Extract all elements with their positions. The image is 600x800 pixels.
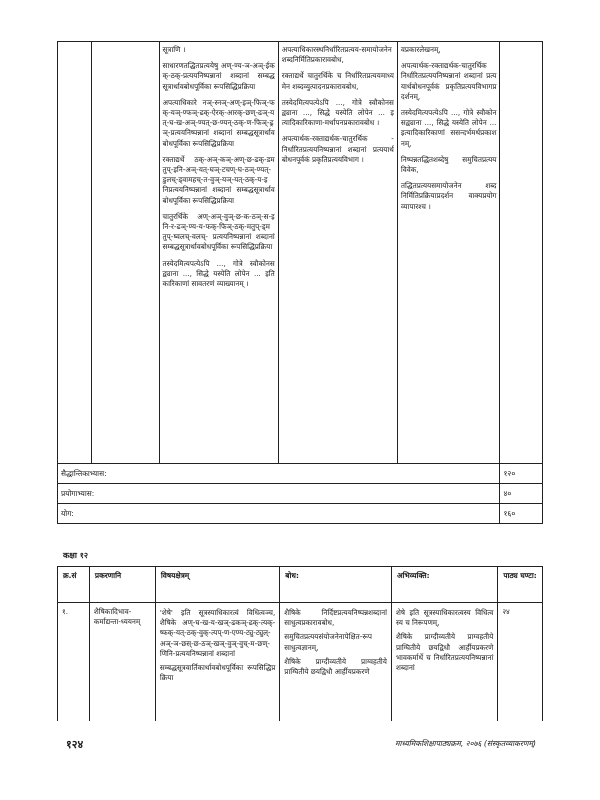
serial-cell: १. [58,603,90,722]
scope-paragraph: चातुरर्थिके अण्-अञ्-वुञ्-छ-क-ठञ्-स-इनि-र-ढञ्-ण्य-य-फक्-फिञ्-ठक्-मतुप्-ड्मतुप्-ष्वलच्-वलच्- प्रत्ययनिष्पन्नानां शब्दानां सम्बद्धसूत्रार्थावबोधपूर्विका रूपसिद्धिप्रक्रिया [162,211,275,252]
understanding-paragraph: अपत्याधिकारस्थनिर्धारितप्रत्यय-समायोजनेन शब्दनिर्मितिप्रकारावबोध, [281,45,392,65]
expression-cell [391,603,497,722]
curriculum-table-continuation [57,41,543,524]
header-scope: विषयक्षेत्रम् [155,567,279,603]
understanding-paragraph: रक्ताद्यर्थे चातुरर्थिके च निर्धारितप्रत्ययमाध्यमेन शब्दव्युत्पादनप्रकारावबोध, [281,71,394,91]
summary-label: सैद्धान्तिकाभ्यास: [58,464,500,484]
expression-cell [397,42,500,464]
summary-value: ४० [500,484,543,504]
expression-paragraph: वप्रकारलेखनम्, [400,45,441,54]
expression-paragraph: शेषे इति सूत्रस्याधिकारत्वस्य विधित्वस्य च निरूपणम्, [395,608,494,628]
scope-cell [159,42,278,464]
hours-cell: २४ [498,603,543,722]
class12-curriculum-table [57,566,543,721]
hours-cell [500,42,543,464]
header-understanding: बोध: [280,567,392,603]
understanding-paragraph: अपत्यार्थक-रक्ताद्यर्थक-चातुरर्थिक - निर्धारितप्रत्ययनिष्पन्नानां शब्दानां प्रत्ययार्थबोधनपूर्वकं प्रकृतिप्रत्ययविभाग । [281,134,394,164]
summary-value: १२० [500,464,543,484]
header-expression: अभिव्यक्ति: [391,567,497,603]
page-number: १२४ [66,738,84,751]
expression-paragraph: शैषिके प्राग्दीव्यतीये प्राग्वहतीये प्राग्घितीये छयद्विधौ आर्हीयप्रकरणे भावकर्मार्थे च निर्धारितप्रत्ययनिष्पन्नानां शब्दानां [395,632,494,673]
scope-cell [155,603,279,722]
table-row [58,603,543,722]
summary-label: प्रयोगाभ्यास: [58,484,500,504]
table-row [58,42,543,464]
section-heading: कक्षा १२ [63,551,89,560]
summary-row-practical [58,484,543,504]
summary-row-theory [58,464,543,484]
footer-title: माध्यमिकशिक्षापाठ्यक्रम, २०७६ (संस्कृतव्याकरणम्) [394,739,536,748]
scope-paragraph: 'शेषे' इति सूत्रस्याधिकारत्वं विधित्वञ्च, शैषिके अण्-घ-ख-य-खञ्-ढकञ्-ढक्-त्यक्-ष्फक्-यत्-ठक्-वुक्-त्यप्-ण-एण्य-ट्यु-ट्युल्-अञ्-ञ-छस्-छ-ठञ्-खञ्-वुञ्-वुच्-म-छण्-णिनि-प्रत्ययनिष्पन्नानां शब्दानां [159,608,276,658]
expression-paragraph: अपत्यार्थक-रक्ताद्यर्थक-चातुरर्थिक निर्धारितप्रत्ययनिष्पन्नानां शब्दानां प्रत्ययार्थबोधनपूर्वकं प्रकृतिप्रत्ययविभागप्रदर्शनम्, [400,61,497,101]
scope-paragraph: साधारणतद्धितप्रत्ययेषु अण्-ण्य-ञ-अञ्-ईकक्-ठक्-प्रत्ययनिष्पन्नानां शब्दानां सम्बद्धसूत्रार्थावबोधपूर्विका रूपसिद्धिप्रक्रिया [162,61,275,91]
summary-value: १६० [500,504,543,524]
understanding-cell [278,42,397,464]
serial-cell [58,42,92,464]
topic-cell: शैषिकादिभाव-कर्माद्यन्ता-ध्ययनम् [89,603,155,722]
topic-cell [92,42,159,464]
table-header-row [58,567,543,603]
header-hours: पाठ्य घण्टा: [498,567,543,603]
understanding-paragraph: समुचितप्रत्ययसंयोजनेनापेक्षित-रूपसाधुत्वज्ञानम्, [284,632,372,652]
header-topics: प्रकरणानि [89,567,155,603]
scope-paragraph: अपत्याधिकारे नञ्-स्नञ्-अण्-इञ्-फिञ्-फक्-यञ्-ण्फञ्-ढक्-ऐरक्-आरक्-छण्-ढञ्-यत्-घ-ख-अञ्-ण्यत्-छ-ण्यन्-ठक्-ण-फिञ्-ढ्रञ्-प्रत्ययनिष्पन्नानां शब्दानां सम्बद्धसूत्रार्थावबोधपूर्विका रूपसिद्धिप्रक्रिया [162,97,275,148]
scope-paragraph: सम्बद्धसूत्रवार्तिकार्थावबोधपूर्विका रूपसिद्धिप्रक्रिया [159,663,276,683]
understanding-paragraph: शैषिके प्राग्दीव्यतीये प्राग्वहतीये प्राग्घितीये छयद्विधौ आर्हीयप्रकरणे [284,656,387,677]
understanding-paragraph: शैषिके निर्दिष्टप्रत्ययनिष्पन्नशब्दानां साधुत्वप्रकारावबोध, [284,608,387,628]
understanding-paragraph: तस्येदमित्यपत्येऽपि ..., गोत्रे स्वौकोनसद्व्याना ..., सिद्धे यस्येति लोपेन ... इत्यादिकारिकाणा-मर्थापनप्रकारावबोध । [281,97,394,128]
header-serial: क्र.सं [58,567,90,603]
expression-paragraph: तस्येदमित्यपत्येऽपि ..., गोत्रे स्वौकोनसद्व्याना ..., सिद्धे यस्येति लोपेन ... इत्यादिकारिकाणां ससन्दर्भमर्थप्रकाशनम्, [400,108,497,148]
scope-paragraph: रक्ताद्यर्थे ठक्-अञ्-कञ्-अण्-छ-ढक्-डमतुप्-इनि-अञ्-यत्-घञ्-टचण्-घ-ठञ्-ण्यत्-डुलच्-ड्वामहच्-त-वुञ्-यञ्-यत्-ठक्-य-इनिप्रत्ययनिष्पन्नानां शब्दानां सम्बद्धसूत्रार्थावबोधपूर्विका रूपसिद्धिप्रक्रिया [162,154,275,205]
understanding-cell [280,603,392,722]
scope-paragraph: सूत्राणि । [162,45,186,54]
summary-row-total [58,504,543,524]
summary-label: योग: [58,504,500,524]
expression-paragraph: तद्धितप्रत्ययसमायोजनेन शब्दनिर्मितिप्रक्रियाप्रदर्शन वाक्यप्रयोगव्यापारश्च । [400,181,497,211]
scope-paragraph: तस्येदमित्यपत्येऽपि ..., गोत्रे स्वौकोनसद्व्याना ..., सिद्धे यस्येति लोपेन ... इति कारिकाणां सावतरणं व्याख्यानम् । [162,258,275,289]
expression-paragraph: निष्पन्नतद्धितशब्देषु समुचितप्रत्ययविवेक, [400,154,497,175]
